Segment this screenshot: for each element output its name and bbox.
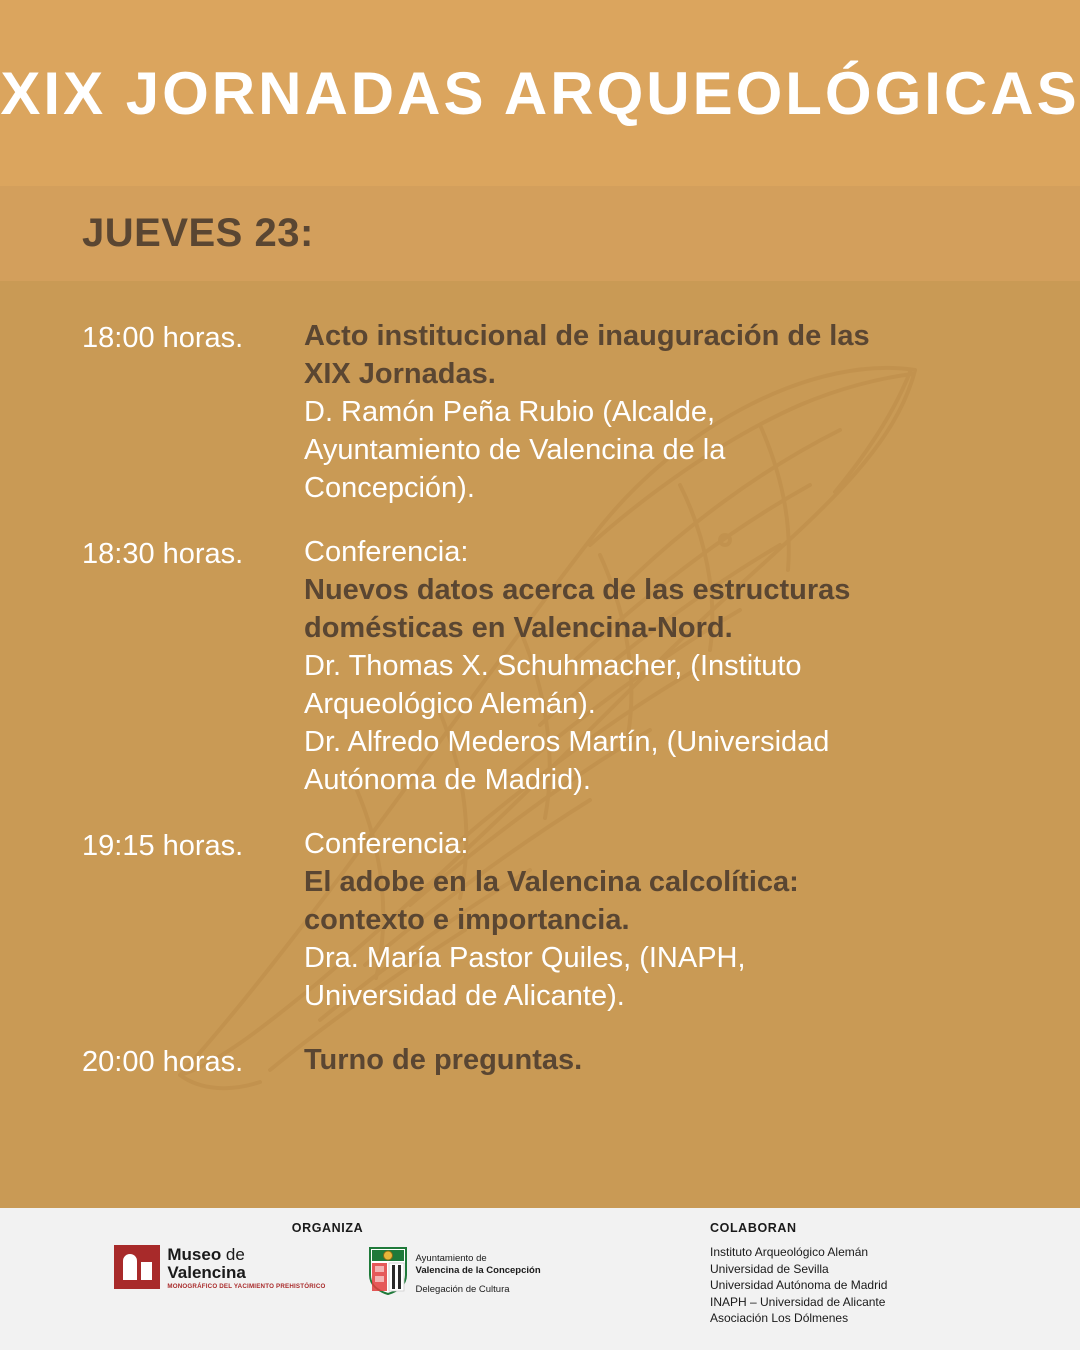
colaboran-heading: COLABORAN (710, 1221, 797, 1235)
entry-line: Arqueológico Alemán). (304, 688, 596, 720)
entry-time: 19:15 horas. (82, 830, 244, 862)
entry-line: Concepción). (304, 472, 475, 504)
entry-line: Ayuntamiento de Valencina de la (304, 434, 726, 466)
entry-line: XIX Jornadas. (304, 358, 496, 390)
entry-line: D. Ramón Peña Rubio (Alcalde, (304, 396, 716, 428)
organiza-section (0, 1208, 655, 1350)
entry-line: Dr. Alfredo Mederos Martín, (Universidad (304, 726, 830, 758)
ayuntamiento-logo-text (416, 1245, 541, 1296)
entry-body (304, 317, 1020, 507)
ayuntamiento-logo (368, 1245, 541, 1296)
schedule-entry (82, 825, 1020, 1015)
entry-line: Autónoma de Madrid). (304, 764, 591, 796)
entry-line: Acto institucional de inauguración de las (304, 320, 870, 352)
colaboran-section (655, 1208, 1080, 1350)
entry-time: 20:00 horas. (82, 1046, 244, 1078)
entry-time: 18:30 horas. (82, 538, 244, 570)
day-band (0, 186, 1080, 281)
entry-line: Turno de preguntas. (304, 1044, 583, 1076)
organizer-logos (114, 1245, 540, 1296)
schedule-entry (82, 317, 1020, 507)
entry-line: domésticas en Valencina-Nord. (304, 612, 733, 644)
day-label: JUEVES 23: (82, 211, 314, 255)
ayuntamiento-line3: Delegación de Cultura (415, 1283, 510, 1295)
poster-footer (0, 1208, 1080, 1350)
entry-line: Universidad de Alicante). (304, 980, 625, 1012)
museo-word-de: de (221, 1245, 245, 1264)
museum-mark-icon (114, 1245, 160, 1289)
colaboran-item: Asociación Los Dólmenes (710, 1311, 849, 1325)
museo-logo-tagline: MONOGRÁFICO DEL YACIMIENTO PREHISTÓRICO (167, 1282, 326, 1290)
museo-de-valencina-logo (114, 1245, 325, 1290)
organiza-heading: ORGANIZA (291, 1221, 364, 1235)
ayuntamiento-line1: Ayuntamiento de (415, 1253, 487, 1264)
entry-body (304, 825, 1020, 1015)
poster-header (0, 0, 1080, 186)
entry-line: Conferencia: (304, 828, 469, 860)
entry-line: Nuevos datos acerca de las estructuras (304, 574, 851, 606)
colaboran-item: Instituto Arqueológico Alemán (710, 1245, 869, 1259)
colaboran-item: Universidad Autónoma de Madrid (710, 1278, 888, 1292)
entry-line: Dr. Thomas X. Schuhmacher, (Instituto (304, 650, 802, 682)
entry-time: 18:00 horas. (82, 322, 244, 354)
schedule-entry (82, 1041, 1020, 1081)
entry-body (304, 533, 1020, 799)
schedule-list (0, 281, 1080, 1081)
poster-title: XIX JORNADAS ARQUEOLÓGICAS (0, 59, 1080, 127)
museo-logo-line1 (167, 1246, 325, 1264)
entry-line: contexto e importancia. (304, 904, 630, 936)
museo-logo-text (167, 1245, 325, 1290)
museo-logo-line2: Valencina (167, 1262, 246, 1282)
schedule-entry (82, 533, 1020, 799)
colaboran-item: INAPH – Universidad de Alicante (710, 1294, 886, 1309)
entry-line: El adobe en la Valencina calcolítica: (304, 866, 799, 898)
museo-word-museo: Museo (167, 1245, 222, 1264)
coat-of-arms-icon (368, 1245, 408, 1295)
entry-body (304, 1041, 1020, 1079)
ayuntamiento-line2: Valencina de la Concepción (415, 1264, 541, 1276)
colaboran-item: Universidad de Sevilla (710, 1261, 829, 1276)
entry-line: Conferencia: (304, 536, 469, 568)
entry-line: Dra. María Pastor Quiles, (INAPH, (304, 942, 746, 974)
